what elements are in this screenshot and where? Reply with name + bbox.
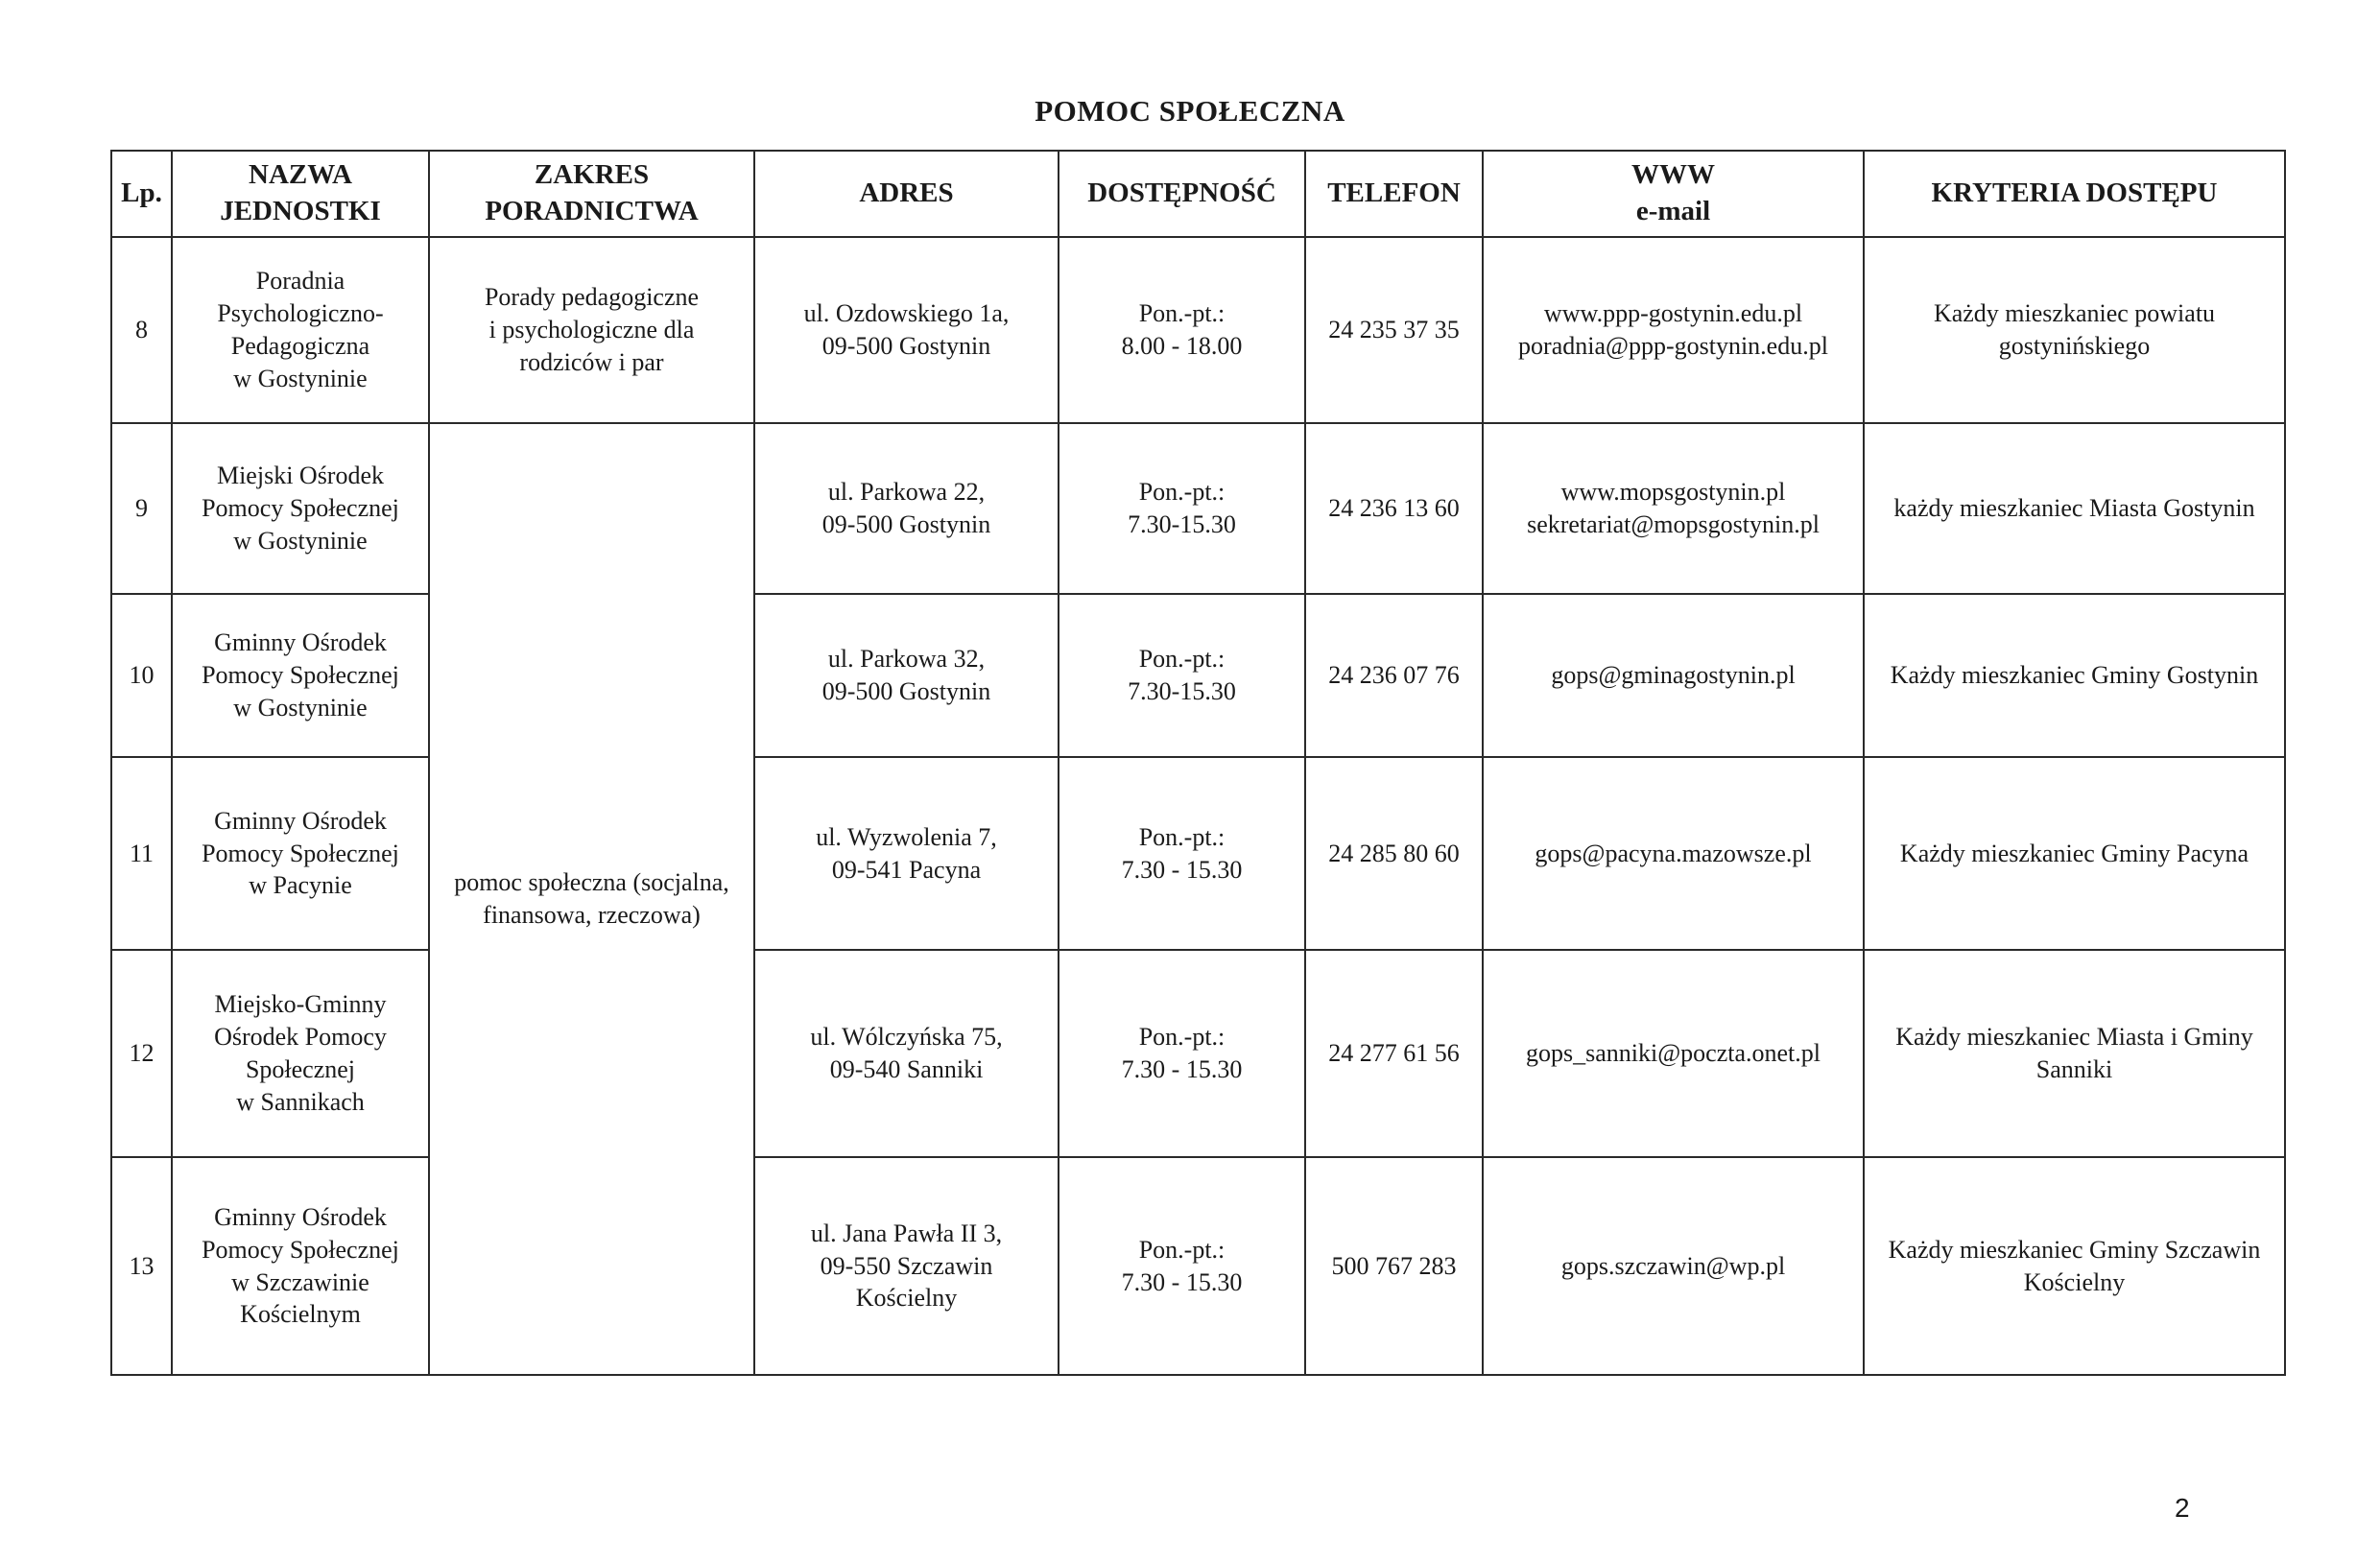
- cell-lp: 9: [111, 423, 172, 594]
- cell-www: gops_sanniki@poczta.onet.pl: [1483, 950, 1864, 1157]
- cell-adres: ul. Parkowa 32, 09-500 Gostynin: [754, 594, 1059, 757]
- cell-adres: ul. Jana Pawła II 3, 09-550 Szczawin Kościelny: [754, 1157, 1059, 1375]
- cell-nazwa: Poradnia Psychologiczno- Pedagogiczna w Gostyninie: [172, 237, 429, 423]
- cell-lp: 12: [111, 950, 172, 1157]
- cell-kryteria: Każdy mieszkaniec powiatu gostynińskiego: [1864, 237, 2285, 423]
- cell-kryteria: Każdy mieszkaniec Gminy Szczawin Kościelny: [1864, 1157, 2285, 1375]
- header-telefon: TELEFON: [1305, 151, 1483, 237]
- cell-dostepnosc: Pon.-pt.: 7.30-15.30: [1059, 423, 1305, 594]
- cell-kryteria: Każdy mieszkaniec Miasta i Gminy Sanniki: [1864, 950, 2285, 1157]
- page-title: POMOC SPOŁECZNA: [1035, 94, 1345, 128]
- cell-nazwa: Gminny Ośrodek Pomocy Społecznej w Gostyninie: [172, 594, 429, 757]
- cell-zakres: Porady pedagogiczne i psychologiczne dla rodziców i par: [429, 237, 754, 423]
- cell-adres: ul. Wyzwolenia 7, 09-541 Pacyna: [754, 757, 1059, 950]
- cell-dostepnosc: Pon.-pt.: 7.30 - 15.30: [1059, 1157, 1305, 1375]
- cell-adres: ul. Wólczyńska 75, 09-540 Sanniki: [754, 950, 1059, 1157]
- header-lp: Lp.: [111, 151, 172, 237]
- header-zakres: ZAKRES PORADNICTWA: [429, 151, 754, 237]
- cell-telefon: 24 236 07 76: [1305, 594, 1483, 757]
- cell-www: gops.szczawin@wp.pl: [1483, 1157, 1864, 1375]
- cell-lp: 13: [111, 1157, 172, 1375]
- header-row: [111, 151, 2285, 237]
- cell-dostepnosc: Pon.-pt.: 7.30 - 15.30: [1059, 757, 1305, 950]
- cell-kryteria: Każdy mieszkaniec Gminy Pacyna: [1864, 757, 2285, 950]
- cell-dostepnosc: Pon.-pt.: 7.30-15.30: [1059, 594, 1305, 757]
- cell-dostepnosc: Pon.-pt.: 7.30 - 15.30: [1059, 950, 1305, 1157]
- cell-nazwa: Gminny Ośrodek Pomocy Społecznej w Pacynie: [172, 757, 429, 950]
- cell-www: gops@gminagostynin.pl: [1483, 594, 1864, 757]
- table-row: [111, 237, 2285, 423]
- cell-adres: ul. Parkowa 22, 09-500 Gostynin: [754, 423, 1059, 594]
- cell-telefon: 24 236 13 60: [1305, 423, 1483, 594]
- cell-lp: 8: [111, 237, 172, 423]
- header-www: WWW e-mail: [1483, 151, 1864, 237]
- cell-telefon: 24 285 80 60: [1305, 757, 1483, 950]
- cell-telefon: 24 277 61 56: [1305, 950, 1483, 1157]
- cell-www: www.ppp-gostynin.edu.pl poradnia@ppp-gostynin.edu.pl: [1483, 237, 1864, 423]
- cell-adres: ul. Ozdowskiego 1a, 09-500 Gostynin: [754, 237, 1059, 423]
- cell-lp: 10: [111, 594, 172, 757]
- cell-nazwa: Miejsko-Gminny Ośrodek Pomocy Społecznej w Sannikach: [172, 950, 429, 1157]
- page-number: 2: [2175, 1493, 2190, 1523]
- cell-kryteria: Każdy mieszkaniec Gminy Gostynin: [1864, 594, 2285, 757]
- header-adres: ADRES: [754, 151, 1059, 237]
- cell-www: www.mopsgostynin.pl sekretariat@mopsgostynin.pl: [1483, 423, 1864, 594]
- cell-dostepnosc: Pon.-pt.: 8.00 - 18.00: [1059, 237, 1305, 423]
- cell-nazwa: Gminny Ośrodek Pomocy Społecznej w Szczawinie Kościelnym: [172, 1157, 429, 1375]
- header-dostepnosc: DOSTĘPNOŚĆ: [1059, 151, 1305, 237]
- cell-telefon: 500 767 283: [1305, 1157, 1483, 1375]
- table-row: [111, 423, 2285, 594]
- cell-zakres-shared: pomoc społeczna (socjalna, finansowa, rzeczowa): [429, 423, 754, 1375]
- cell-telefon: 24 235 37 35: [1305, 237, 1483, 423]
- social-assistance-table: [110, 150, 2286, 1376]
- cell-nazwa: Miejski Ośrodek Pomocy Społecznej w Gostyninie: [172, 423, 429, 594]
- header-nazwa: NAZWA JEDNOSTKI: [172, 151, 429, 237]
- cell-www: gops@pacyna.mazowsze.pl: [1483, 757, 1864, 950]
- cell-kryteria: każdy mieszkaniec Miasta Gostynin: [1864, 423, 2285, 594]
- header-kryteria: KRYTERIA DOSTĘPU: [1864, 151, 2285, 237]
- cell-lp: 11: [111, 757, 172, 950]
